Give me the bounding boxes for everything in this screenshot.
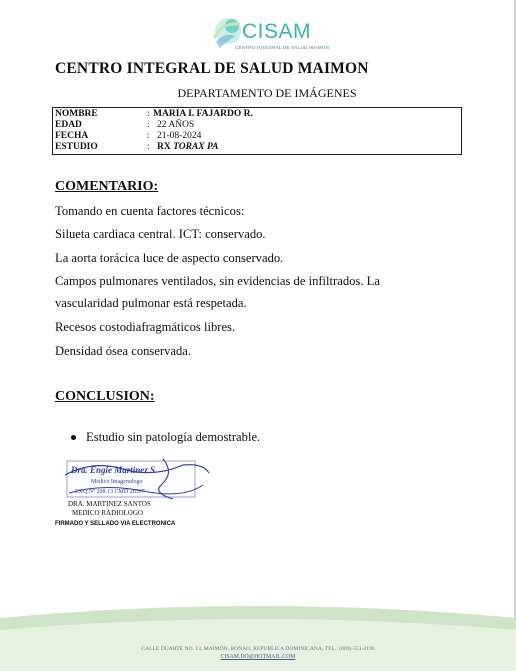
patient-sep: : xyxy=(147,131,150,141)
cisam-logo xyxy=(206,12,330,56)
comment-line: Campos pulmonares ventilados, sin evidencias de infiltrados. La xyxy=(55,274,380,288)
department-title: DEPARTAMENTO DE IMÁGENES xyxy=(177,86,357,100)
footer-wave xyxy=(0,600,516,671)
comment-line: Silueta cardiaca central. ICT: conservado. xyxy=(55,227,266,241)
patient-label: FECHA xyxy=(55,131,89,141)
patient-value xyxy=(157,142,218,153)
patient-value: 22 AÑOS xyxy=(157,120,195,130)
comment-line: Tomando en cuenta factores técnicos: xyxy=(55,204,245,218)
logo-tagline: CENTRO INTEGRAL DE SALUD MAIMON xyxy=(235,45,330,50)
patient-label: NOMBRE xyxy=(55,109,98,119)
footer-address: CALLE DUARTE NO. 13, MAIMÓN, BONAO, REPUBLICA DOMINICANA, TEL.: (809)-551-2196 xyxy=(141,646,375,652)
comment-line: vascularidad pulmonar está respetada. xyxy=(55,296,247,310)
stamp-exequatur: EXQ Nº 208 13 CMD 28397 xyxy=(75,489,145,495)
signer-title: MEDICO RADIOLOGO xyxy=(72,509,143,517)
conclusion-heading: CONCLUSION: xyxy=(55,389,155,404)
signature-stamp xyxy=(63,455,213,505)
patient-sep: : xyxy=(147,109,150,119)
comment-line: Densidad ósea conservada. xyxy=(55,344,192,358)
signer-name: DRA. MARTINEZ SANTOS xyxy=(68,500,151,508)
study-type: RX xyxy=(157,142,171,152)
logo-name: CISAM xyxy=(242,20,312,43)
patient-sep: : xyxy=(147,142,150,152)
stamp-name: Dra. Engie Martinez S. xyxy=(71,465,158,475)
patient-sep: : xyxy=(147,120,150,130)
stamp-title: Medico Imagenologo xyxy=(91,479,143,485)
comment-heading: COMENTARIO: xyxy=(55,179,159,194)
footer-email[interactable]: CISAM.DO@HOTMAIL.COM xyxy=(220,654,296,660)
patient-info-box xyxy=(52,107,462,155)
patient-label: ESTUDIO xyxy=(55,142,98,152)
patient-value: MARIA I. FAJARDO R. xyxy=(153,109,253,119)
conclusion-item: Estudio sin patología demostrable. xyxy=(86,430,261,444)
study-view: TORAX PA xyxy=(173,142,219,152)
comment-line: Recesos costodiafragmáticos libres. xyxy=(55,320,236,334)
comment-line: La aorta torácica luce de aspecto conservado. xyxy=(55,251,284,265)
patient-value: 21-08-2024 xyxy=(157,131,202,141)
signature-note: FIRMADO Y SELLADO VIA ELECTRONICA xyxy=(55,521,176,527)
organization-title: CENTRO INTEGRAL DE SALUD MAIMON xyxy=(55,60,369,77)
patient-label: EDAD xyxy=(55,120,82,130)
bullet-icon xyxy=(71,435,76,440)
